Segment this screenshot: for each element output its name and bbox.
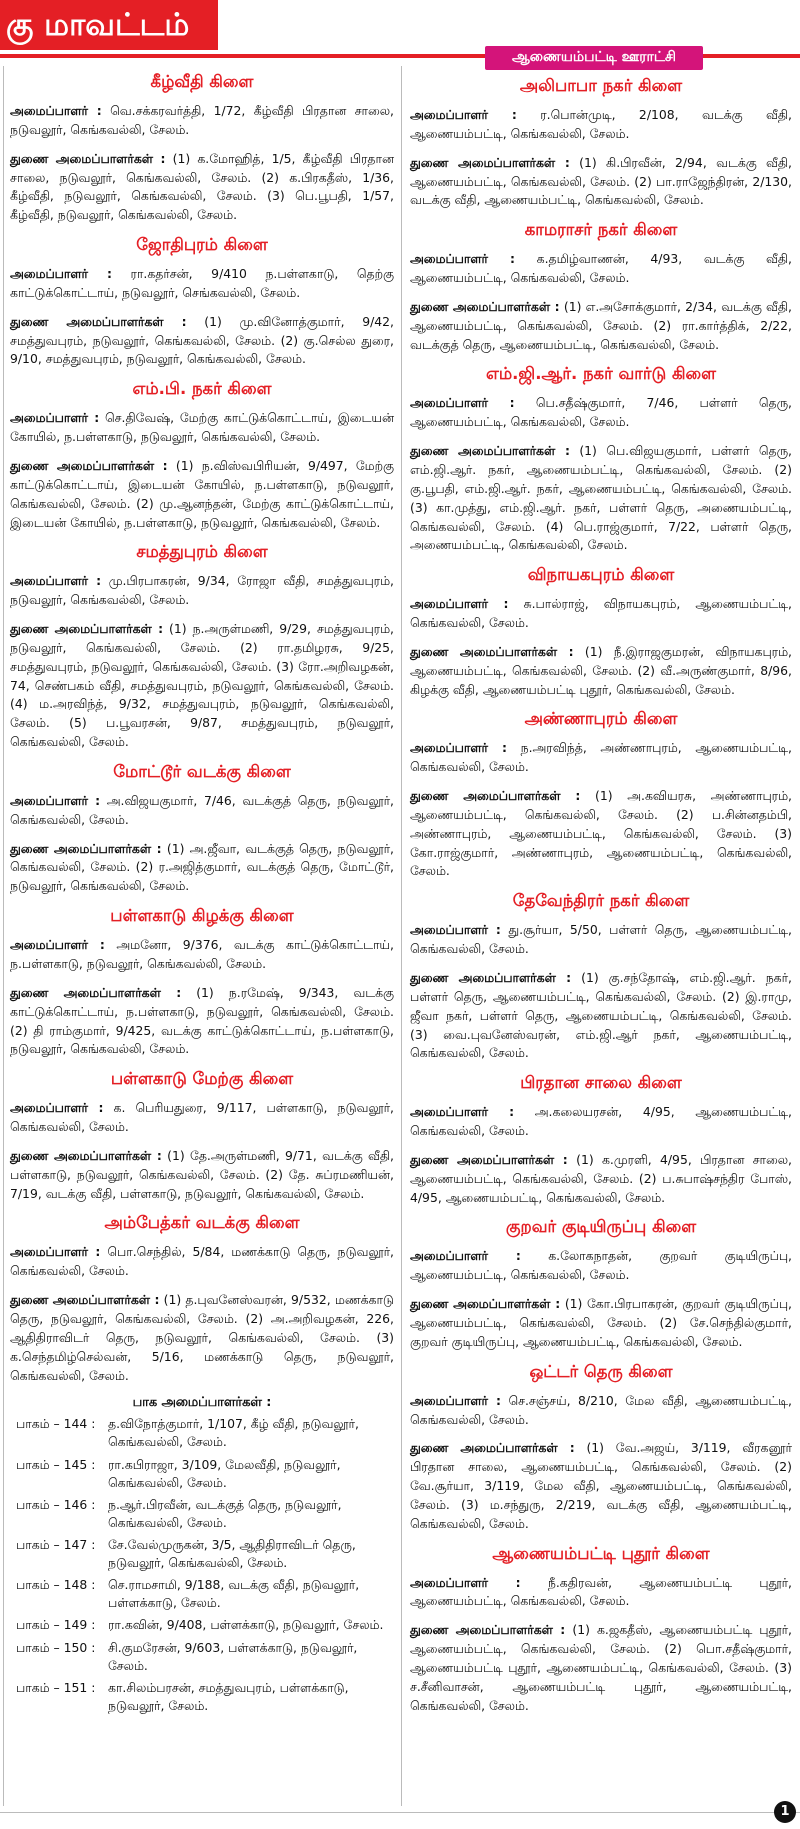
entry-label: துணை அமைப்பாளர்கள் : xyxy=(410,970,572,985)
branch-section xyxy=(410,1073,792,1207)
right-column xyxy=(410,49,792,1725)
branch-title: சமத்துபுரம் கிளை xyxy=(136,542,268,562)
entry-label: அமைப்பாளர் : xyxy=(10,792,101,808)
entry-text: (1) கோ.பிரபாகரன், குறவர் குடியிருப்பு, ஆணையம்பட்டி, கெங்கவல்லி, சேலம். (2) சே.செந்தில்குமார், குறவர் குடியிருப்பு, ஆணையம்பட்டி, கெங்கவல்லி, சேலம். xyxy=(410,1296,792,1349)
branch-section xyxy=(10,542,394,752)
branch-section xyxy=(10,379,394,532)
entry-text: க. பெரியதுரை, 9/117, பள்ளகாடு, நடுவலூர், கெங்கவல்லி, சேலம். xyxy=(10,1100,394,1135)
entry-text: அ.விஜயகுமார், 7/46, வடக்குத் தெரு, நடுவலூர், கெங்கவல்லி, சேலம். xyxy=(10,792,394,827)
entry-text: (1) க.ஜகதீஸ், ஆணையம்பட்டி புதூர், ஆணையம்பட்டி, கெங்கவல்லி, சேலம். (2) பொ.சதீஷ்குமார், ஆணையம்பட்டி புதூர், ஆணையம்பட்டி, கெங்கவல்லி, சேலம். (3) ச.சீனிவாசன், ஆணையம்பட்டி புதூர், ஆணையம்பட்டி, கெங்கவல்லி, சேலம். xyxy=(410,1622,792,1713)
organizer-entry xyxy=(410,106,792,144)
branch-section xyxy=(10,1069,394,1203)
branch-section xyxy=(410,220,792,354)
branch-section xyxy=(410,891,792,1063)
bagam-row xyxy=(10,1456,394,1492)
bagam-heading: பாக அமைப்பாளர்கள் : xyxy=(132,1395,272,1411)
organizer-entry xyxy=(410,394,792,432)
bagam-row xyxy=(10,1616,394,1634)
entry-label: அமைப்பாளர் : xyxy=(410,1392,501,1408)
deputy-organizers-entry xyxy=(10,984,394,1059)
entry-text: (1) மு.வினோத்குமார், 9/42, சமத்துவபுரம், நடுவலூர், கெங்கவல்லி, சேலம். (2) கு.செல்ல துரை, 9/10, சமத்துவபுரம், நடுவலூர், கெங்கவல்லி, சேலம். xyxy=(10,313,394,367)
deputy-organizers-entry xyxy=(410,1151,792,1208)
entry-text: (1) நீ.இராஜகுமரன், விநாயகபுரம், ஆணையம்பட்டி, கெங்கவல்லி, சேலம். (2) வீ.அருண்குமார், 8/96, கிழக்கு வீதி, ஆணையம்பட்டி புதூர், கெங்கவல்லி, சேலம். xyxy=(410,643,792,697)
branch-title: எம்.பி. நகர் கிளை xyxy=(132,379,272,399)
branch-title: அம்பேத்கர் வடக்கு கிளை xyxy=(104,1213,300,1233)
bagam-number: பாகம் – 147 : xyxy=(16,1537,96,1552)
entry-label: அமைப்பாளர் : xyxy=(410,251,515,267)
branch-title: ஜோதிபுரம் கிளை xyxy=(136,235,268,255)
bagam-row xyxy=(10,1639,394,1675)
organizer-entry xyxy=(10,936,394,974)
entry-text: (1) ந.அருள்மணி, 9/29, சமத்துவபுரம், நடுவலூர், கெங்கவல்லி, சேலம். (2) ரா.தமிழரசு, 9/25, சமத்துவபுரம், நடுவலூர், கெங்கவல்லி, சேலம். (3) ரோ.அறிவழகன், 74, செண்பகம் வீதி, சமத்துவபுரம், நடுவலூர், கெங்கவல்லி, சேலம். (4) ம.அரவிந்த், 9/32, சமத்துவபுரம், நடுவலூர், கெங்கவல்லி, சேலம். (5) ப.பூவரசன், 9/87, சமத்துவபுரம், நடுவலூர், கெங்கவல்லி, சேலம். xyxy=(10,621,394,750)
organizer-entry xyxy=(10,1099,394,1137)
entry-label: துணை அமைப்பாளர்கள் : xyxy=(410,788,581,804)
deputy-organizers-entry xyxy=(410,298,792,355)
entry-label: துணை அமைப்பாளர்கள் : xyxy=(10,621,164,637)
entry-label: அமைப்பாளர் : xyxy=(10,1244,101,1260)
entry-text: நீ.கதிரவன், ஆணையம்பட்டி புதூர், ஆணையம்பட்டி, கெங்கவல்லி, சேலம். xyxy=(410,1574,792,1609)
entry-text: (1) அ.ஜீவா, வடக்குத் தெரு, நடுவலூர், கெங்கவல்லி, சேலம். (2) ர.அஜித்குமார், வடக்குத் தெரு, மோட்டூர், நடுவலூர், கெங்கவல்லி, சேலம். xyxy=(10,840,394,894)
entry-text: (1) வே.அஜய், 3/119, வீரகனூர் பிரதான சாலை, ஆணையம்பட்டி, கெங்கவல்லி, சேலம். (2) வே.சூர்யா, 3/119, மேல வீதி, ஆணையம்பட்டி, கெங்கவல்லி, சேலம். (3) ம.சந்துரு, 2/219, வடக்கு வீதி, ஆணையம்பட்டி, கெங்கவல்லி, சேலம். xyxy=(410,1440,792,1531)
branch-section xyxy=(410,76,792,210)
left-rule xyxy=(3,66,4,1806)
deputy-organizers-entry xyxy=(10,1291,394,1385)
entry-label: அமைப்பாளர் : xyxy=(410,740,507,756)
entry-text: (1) கி.பிரவீன், 2/94, வடக்கு வீதி, ஆணையம்பட்டி, கெங்கவல்லி, சேலம். (2) பா.ராஜேந்திரன், 2/130, வடக்கு வீதி, ஆணையம்பட்டி, கெங்கவல்லி, சேலம். xyxy=(410,154,792,208)
deputy-organizers-entry xyxy=(10,457,394,532)
entry-label: துணை அமைப்பாளர்கள் : xyxy=(10,1147,162,1163)
entry-label: துணை அமைப்பாளர்கள் : xyxy=(410,643,574,659)
entry-label: அமைப்பாளர் : xyxy=(410,596,509,612)
deputy-organizers-entry xyxy=(10,620,394,752)
entry-label: அமைப்பாளர் : xyxy=(410,395,515,411)
organizer-entry xyxy=(10,792,394,830)
bagam-organizer: சே.வேல்முருகன், 3/5, ஆதிதிராவிடர் தெரு, நடுவலூர், கெங்கவல்லி, சேலம். xyxy=(108,1537,356,1571)
entry-text: (1) கு.சந்தோஷ், எம்.ஜி.ஆர். நகர், பள்ளர் தெரு, ஆணையம்பட்டி, கெங்கவல்லி, சேலம். (2) இ.ராமு, ஜீவா நகர், பள்ளர் தெரு, ஆணையம்பட்டி, கெங்கவல்லி, சேலம். (3) வை.புவனேஸ்வரன், எம்.ஜி.ஆர் நகர், ஆணையம்பட்டி, கெங்கவல்லி, சேலம். xyxy=(410,970,792,1061)
entry-label: அமைப்பாளர் : xyxy=(10,103,102,118)
bagam-organizer: சி.குமரேசன், 9/603, பள்ளக்காடு, நடுவலூர், சேலம். xyxy=(108,1639,358,1673)
deputy-organizers-entry xyxy=(10,1147,394,1204)
entry-label: அமைப்பாளர் : xyxy=(10,410,100,426)
entry-text: (1) க.மோஹித், 1/5, கீழ்வீதி பிரதான சாலை, நடுவலூர், கெங்கவல்லி, சேலம். (2) க.பிரகதீஸ், 1/36, கீழ்வீதி, நடுவலூர், கெங்கவல்லி, சேலம். (3) பெ.பூபதி, 1/57, கீழ்வீதி, நடுவலூர், கெங்கவல்லி, சேலம். xyxy=(10,150,394,223)
entry-label: அமைப்பாளர் : xyxy=(10,937,105,953)
organizer-entry xyxy=(410,250,792,288)
bagam-organizer: செ.ராமசாமி, 9/188, வடக்கு வீதி, நடுவலூர், பள்ளக்காடு, சேலம். xyxy=(108,1577,360,1611)
bagam-row xyxy=(10,1415,394,1451)
bagam-number: பாகம் – 151 : xyxy=(16,1679,96,1695)
organizer-entry xyxy=(10,572,394,610)
branch-section xyxy=(410,1362,792,1534)
bottom-rule xyxy=(0,1812,800,1813)
bagam-number: பாகம் – 145 : xyxy=(16,1456,96,1472)
entry-label: துணை அமைப்பாளர்கள் : xyxy=(410,443,570,459)
entry-label: துணை அமைப்பாளர்கள் : xyxy=(10,150,166,166)
deputy-organizers-entry xyxy=(410,1295,792,1352)
deputy-organizers-entry xyxy=(410,787,792,881)
entry-text: பொ.செந்தில், 5/84, மணக்காடு தெரு, நடுவலூர், கெங்கவல்லி, சேலம். xyxy=(10,1244,394,1279)
entry-label: துணை அமைப்பாளர்கள் : xyxy=(10,840,162,856)
branch-title: விநாயகபுரம் கிளை xyxy=(527,565,675,585)
deputy-organizers-entry xyxy=(410,154,792,211)
organizer-entry xyxy=(10,409,394,447)
bagam-number: பாகம் – 144 : xyxy=(16,1416,96,1432)
deputy-organizers-entry xyxy=(410,1439,792,1533)
branch-title: பள்ளகாடு கிழக்கு கிளை xyxy=(110,906,294,926)
branch-section xyxy=(410,1217,792,1351)
branch-title: காமராசர் நகர் கிளை xyxy=(524,220,678,240)
entry-text: ர.பொன்முடி, 2/108, வடக்கு வீதி, ஆணையம்பட்டி, கெங்கவல்லி, சேலம். xyxy=(410,107,792,141)
branch-title: மோட்டூர் வடக்கு கிளை xyxy=(113,761,291,781)
entry-label: அமைப்பாளர் : xyxy=(10,1100,104,1116)
branch-title: ஆணையம்பட்டி புதூர் கிளை xyxy=(492,1543,710,1563)
branch-section xyxy=(410,709,792,881)
entry-text: செ.திவேஷ், மேற்கு காட்டுக்கொட்டாய், இடையன் கோயில், ந.பள்ளகாடு, நடுவலூர், கெங்கவல்லி, சேலம். xyxy=(10,410,394,445)
entry-text: செ.சஞ்சய், 8/210, மேல வீதி, ஆணையம்பட்டி, கெங்கவல்லி, சேலம். xyxy=(410,1392,792,1427)
organizer-entry xyxy=(10,1243,394,1281)
entry-label: துணை அமைப்பாளர்கள் : xyxy=(410,1151,568,1167)
deputy-organizers-entry xyxy=(410,1621,792,1715)
organizer-entry xyxy=(410,1103,792,1141)
column-divider xyxy=(401,66,402,1806)
entry-text: ரா.கதர்சன், 9/410 ந.பள்ளகாடு, தெற்கு காட்டுக்கொட்டாய், நடுவலூர், செங்கவல்லி, சேலம். xyxy=(10,266,394,300)
entry-text: பெ.சதீஷ்குமார், 7/46, பள்ளர் தெரு, ஆணையம்பட்டி, கெங்கவல்லி, சேலம். xyxy=(410,395,792,430)
entry-label: அமைப்பாளர் : xyxy=(410,107,517,122)
branch-title: குறவர் குடியிருப்பு கிளை xyxy=(505,1217,697,1237)
entry-text: (1) தே.அருள்மணி, 9/71, வடக்கு வீதி, பள்ளகாடு, நடுவலூர், கெங்கவல்லி, சேலம். (2) தே. சுப்ரமணியன், 7/19, வடக்கு வீதி, பள்ளகாடு, நடுவலூர், கெங்கவல்லி, சேலம். xyxy=(10,1147,394,1201)
branch-title: அலிபாபா நகர் கிளை xyxy=(519,76,683,95)
organizer-entry xyxy=(410,921,792,959)
entry-text: (1) க.முரளி, 4/95, பிரதான சாலை, ஆணையம்பட்டி, கெங்கவல்லி, சேலம். (2) ப.சுபாஷ்சந்திர போஸ், 4/95, ஆணையம்பட்டி, கெங்கவல்லி, சேலம். xyxy=(410,1151,792,1205)
branch-section xyxy=(410,364,792,555)
entry-text: (1) அ.கவியரசு, அண்ணாபுரம், ஆணையம்பட்டி, கெங்கவல்லி, சேலம். (2) ப.சின்னதம்பி, அண்ணாபுரம், ஆணையம்பட்டி, கெங்கவல்லி, சேலம். (3) கோ.ராஜ்குமார், அண்ணாபுரம், ஆணையம்பட்டி, கெங்கவல்லி, சேலம். xyxy=(410,788,792,879)
entry-text: து.சூர்யா, 5/50, பள்ளர் தெரு, ஆணையம்பட்டி, கெங்கவல்லி, சேலம். xyxy=(410,922,792,957)
bagam-organizer: ந.ஆர்.பிரவீன், வடக்குத் தெரு, நடுவலூர், கெங்கவல்லி, சேலம். xyxy=(108,1496,342,1530)
bagam-number: பாகம் – 150 : xyxy=(16,1639,96,1655)
entry-label: துணை அமைப்பாளர்கள் : xyxy=(10,313,187,329)
bagam-row xyxy=(10,1536,394,1572)
organizer-entry xyxy=(410,1247,792,1285)
entry-label: துணை அமைப்பாளர்கள் : xyxy=(410,298,560,314)
bagam-organizer: த.விநோத்குமார், 1/107, கீழ் வீதி, நடுவலூர், கெங்கவல்லி, சேலம். xyxy=(108,1416,359,1450)
deputy-organizers-entry xyxy=(10,840,394,897)
entry-text: க.தமிழ்வாணன், 4/93, வடக்கு வீதி, ஆணையம்பட்டி, கெங்கவல்லி, சேலம். xyxy=(410,251,792,286)
bagam-organizer: ரா.கவின், 9/408, பள்ளக்காடு, நடுவலூர், சேலம். xyxy=(108,1617,384,1633)
branch-section xyxy=(410,565,792,699)
organizer-entry xyxy=(10,102,394,140)
entry-text: (1) த.புவனேஸ்வரன், 9/532, மணக்காடு தெரு, நடுவலூர், கெங்கவல்லி, சேலம். (2) அ.அறிவழகன், 226, ஆதிதிராவிடர் தெரு, நடுவலூர், கெங்கவல்லி, சேலம். (3) க.செந்தமிழ்செல்வன், 5/16, மணக்காடு தெரு, நடுவலூர், கெங்கவல்லி, சேலம். xyxy=(10,1292,394,1383)
entry-text: (1) ந.ரமேஷ், 9/343, வடக்கு காட்டுக்கொட்டாய், ந.பள்ளகாடு, நடுவலூர், கெங்கவல்லி, சேலம். (2) தி ராம்குமார், 9/425, வடக்கு காட்டுக்கொட்டாய், ந.பள்ளகாடு, நடுவலூர், கெங்கவல்லி, சேலம். xyxy=(10,984,394,1057)
branch-section xyxy=(10,762,394,896)
entry-text: வெ.சக்கரவர்த்தி, 1/72, கீழ்வீதி பிரதான சாலை, நடுவலூர், கெங்கவல்லி, சேலம். xyxy=(10,103,394,137)
entry-text: அமனோ, 9/376, வடக்கு காட்டுக்கொட்டாய், ந.பள்ளகாடு, நடுவலூர், கெங்கவல்லி, சேலம். xyxy=(10,937,394,971)
organizer-entry xyxy=(410,1574,792,1612)
branch-title: பள்ளகாடு மேற்கு கிளை xyxy=(110,1069,294,1089)
entry-label: துணை அமைப்பாளர்கள் : xyxy=(410,1622,566,1638)
organizer-entry xyxy=(410,1392,792,1430)
bagam-row xyxy=(10,1679,394,1715)
district-banner: கு மாவட்டம் xyxy=(0,0,218,50)
branch-title: எம்.ஜி.ஆர். நகர் வார்டு கிளை xyxy=(486,364,716,384)
branch-section xyxy=(10,906,394,1059)
entry-text: க.லோகநாதன், குறவர் குடியிருப்பு, ஆணையம்பட்டி, கெங்கவல்லி, சேலம். xyxy=(410,1248,792,1283)
deputy-organizers-entry xyxy=(10,150,394,225)
branch-section xyxy=(10,235,394,369)
entry-text: (1) ந.விஸ்வபிரியன், 9/497, மேற்கு காட்டுக்கொட்டாய், இடையன் கோயில், ந.பள்ளகாடு, நடுவலூர், கெங்கவல்லி, சேலம். (2) மு.ஆனந்தன், மேற்கு காட்டுக்கொட்டாய், இடையன் கோயில், ந.பள்ளகாடு, நடுவலூர், கெங்கவல்லி, சேலம். xyxy=(10,457,394,530)
entry-label: துணை அமைப்பாளர்கள் : xyxy=(410,154,570,170)
deputy-organizers-entry xyxy=(410,442,792,555)
branch-title: தேவேந்திரர் நகர் கிளை xyxy=(512,891,690,911)
page-number-badge: 1 xyxy=(774,1801,796,1823)
entry-text: (1) எ.அசோக்குமார், 2/34, வடக்கு வீதி, ஆணையம்பட்டி, கெங்கவல்லி, சேலம். (2) ரா.கார்த்திக், 2/22, வடக்குத் தெரு, ஆணையம்பட்டி, கெங்கவல்லி, சேலம். xyxy=(410,298,792,352)
branch-section xyxy=(10,1213,394,1385)
entry-text: (1) பெ.விஜயகுமார், பள்ளர் தெரு, எம்.ஜி.ஆர். நகர், ஆணையம்பட்டி, கெங்கவல்லி, சேலம். (2) கு.பூபதி, எம்.ஜி.ஆர். நகர், ஆணையம்பட்டி, கெங்கவல்லி, சேலம். (3) கா.முத்து, எம்.ஜி.ஆர். நகர், பள்ளர் தெரு, அணையம்பட்டி, கெங்கவல்லி, சேலம். (4) பெ.ராஜ்குமார், 7/22, பள்ளர் தெரு, அணையம்பட்டி, கெங்கவல்லி, சேலம். xyxy=(410,443,792,553)
branch-title: ஒட்டர் தெரு கிளை xyxy=(529,1361,673,1381)
entry-label: அமைப்பாளர் : xyxy=(410,1104,515,1120)
entry-label: அமைப்பாளர் : xyxy=(410,1574,521,1590)
bagam-number: பாகம் – 146 : xyxy=(16,1496,96,1512)
branch-title: கீழ்வீதி கிளை xyxy=(150,72,254,91)
left-column xyxy=(10,66,394,1719)
entry-label: அமைப்பாளர் : xyxy=(410,922,501,938)
bagam-row xyxy=(10,1576,394,1612)
bagam-number: பாகம் – 149 : xyxy=(16,1617,96,1633)
bagam-organizer: ரா.கபிராஜா, 3/109, மேலவீதி, நடுவலூர், கெங்கவல்லி, சேலம். xyxy=(108,1456,341,1490)
branch-title: அண்ணாபுரம் கிளை xyxy=(524,709,678,729)
entry-label: அமைப்பாளர் : xyxy=(410,1248,521,1264)
entry-label: துணை அமைப்பாளர்கள் : xyxy=(410,1296,561,1312)
bagam-row xyxy=(10,1496,394,1532)
organizer-entry xyxy=(410,739,792,777)
organizer-entry xyxy=(410,595,792,633)
deputy-organizers-entry xyxy=(410,643,792,700)
branch-section xyxy=(10,72,394,225)
organizer-entry xyxy=(10,265,394,303)
entry-text: மு.பிரபாகரன், 9/34, ரோஜா வீதி, சமத்துவபுரம், நடுவலூர், கெங்கவல்லி, சேலம். xyxy=(10,573,394,608)
entry-text: சு.பால்ராஜ், விநாயகபுரம், ஆணையம்பட்டி, கெங்கவல்லி, சேலம். xyxy=(410,596,792,631)
branch-title: பிரதான சாலை கிளை xyxy=(520,1073,682,1093)
entry-text: அ.கலையரசன், 4/95, ஆணையம்பட்டி, கெங்கவல்லி, சேலம். xyxy=(410,1104,792,1139)
entry-label: துணை அமைப்பாளர்கள் : xyxy=(10,457,168,473)
entry-label: துணை அமைப்பாளர்கள் : xyxy=(10,984,182,1000)
deputy-organizers-entry xyxy=(410,969,792,1063)
branch-section xyxy=(410,1544,792,1716)
entry-label: துணை அமைப்பாளர்கள் : xyxy=(410,1440,575,1456)
entry-label: துணை அமைப்பாளர்கள் : xyxy=(10,1292,160,1308)
bagam-number: பாகம் – 148 : xyxy=(16,1577,96,1593)
entry-text: ந.அரவிந்த், அண்ணாபுரம், ஆணையம்பட்டி, கெங்கவல்லி, சேலம். xyxy=(410,740,792,775)
bagam-organizer: கா.சிலம்பரசன், சமத்துவபுரம், பள்ளக்காடு, நடுவலூர், சேலம். xyxy=(108,1679,349,1713)
deputy-organizers-entry xyxy=(10,313,394,370)
panchayat-subheading: ஆணையம்பட்டி ஊராட்சி xyxy=(485,46,703,70)
entry-label: அமைப்பாளர் : xyxy=(10,573,102,589)
entry-label: அமைப்பாளர் : xyxy=(10,266,112,282)
